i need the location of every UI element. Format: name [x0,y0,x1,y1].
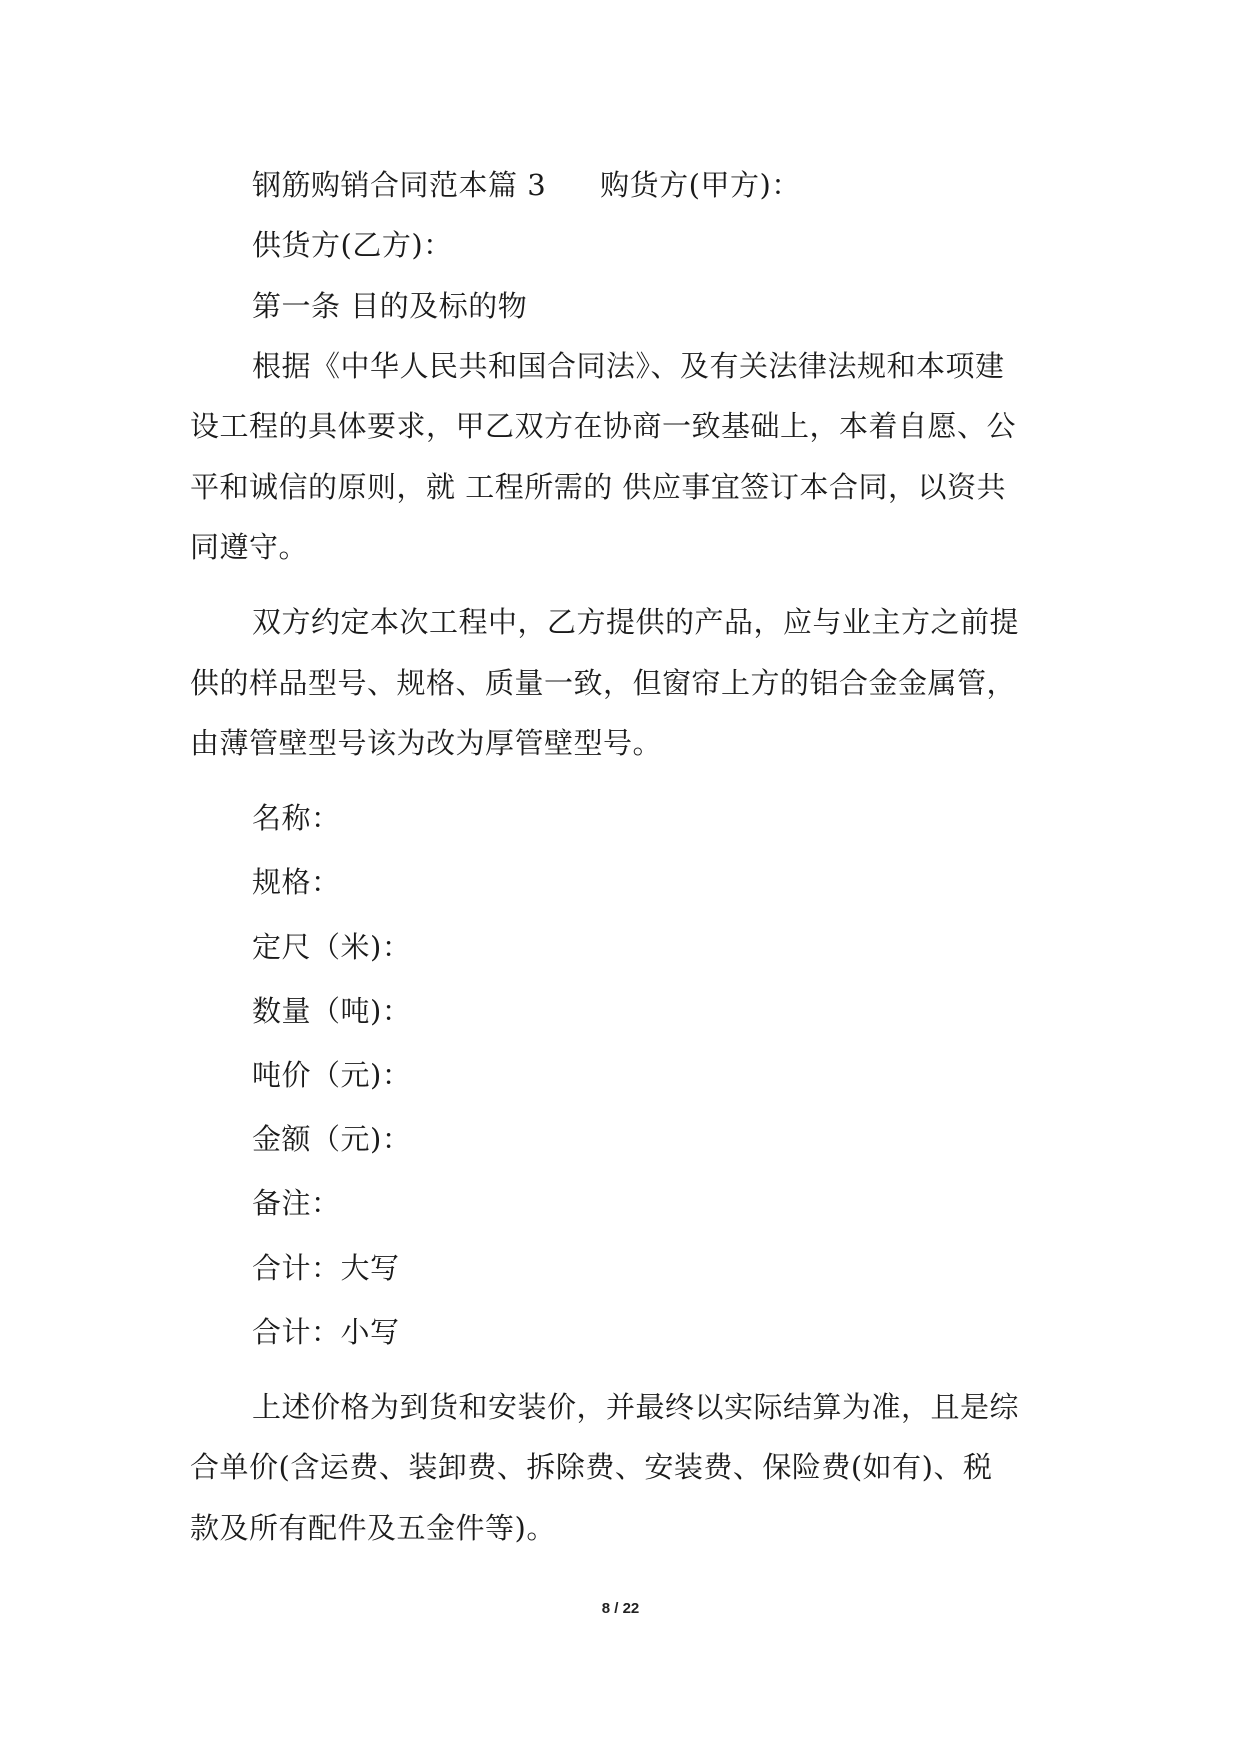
field-length: 定尺（米)： [252,930,412,964]
field-unit-price: 吨价（元)： [252,1058,412,1092]
paragraph-2-line: 供的样品型号、规格、质量一致，但窗帘上方的铝合金金属管， [190,666,1017,700]
contract-title-line [252,167,801,203]
field-amount: 金额（元)： [252,1122,412,1156]
contract-title: 钢筋购销合同范本篇 3 [252,168,547,202]
field-name: 名称： [252,801,341,835]
field-total-uppercase: 合计：大写 [252,1251,400,1285]
paragraph-1-line: 根据《中华人民共和国合同法》、及有关法律法规和本项建 [252,349,1005,383]
paragraph-3-line: 款及所有配件及五金件等)。 [190,1511,556,1545]
paragraph-2-line: 由薄管壁型号该为改为厚管壁型号。 [190,726,663,760]
paragraph-3-line: 合单价(含运费、装卸费、拆除费、安装费、保险费(如有)、税 [190,1450,993,1484]
field-total-lowercase: 合计：小写 [252,1315,400,1349]
field-remarks: 备注： [252,1186,341,1220]
paragraph-2-line: 双方约定本次工程中，乙方提供的产品，应与业主方之前提 [252,605,1020,639]
paragraph-3-line: 上述价格为到货和安装价，并最终以实际结算为准，且是综 [252,1390,1020,1424]
buyer-label: 购货方(甲方)： [600,168,801,202]
field-quantity: 数量（吨)： [252,994,412,1028]
paragraph-1-line: 平和诚信的原则，就 工程所需的 供应事宜签订本合同，以资共 [190,470,1006,504]
page-number: 8 / 22 [601,1600,640,1617]
paragraph-1-line: 同遵守。 [190,530,309,564]
paragraph-1-line: 设工程的具体要求，甲乙双方在协商一致基础上，本着自愿、公 [190,409,1017,443]
article-1-heading: 第一条 目的及标的物 [252,289,528,323]
supplier-label: 供货方(乙方)： [252,228,453,262]
field-spec: 规格： [252,865,341,899]
